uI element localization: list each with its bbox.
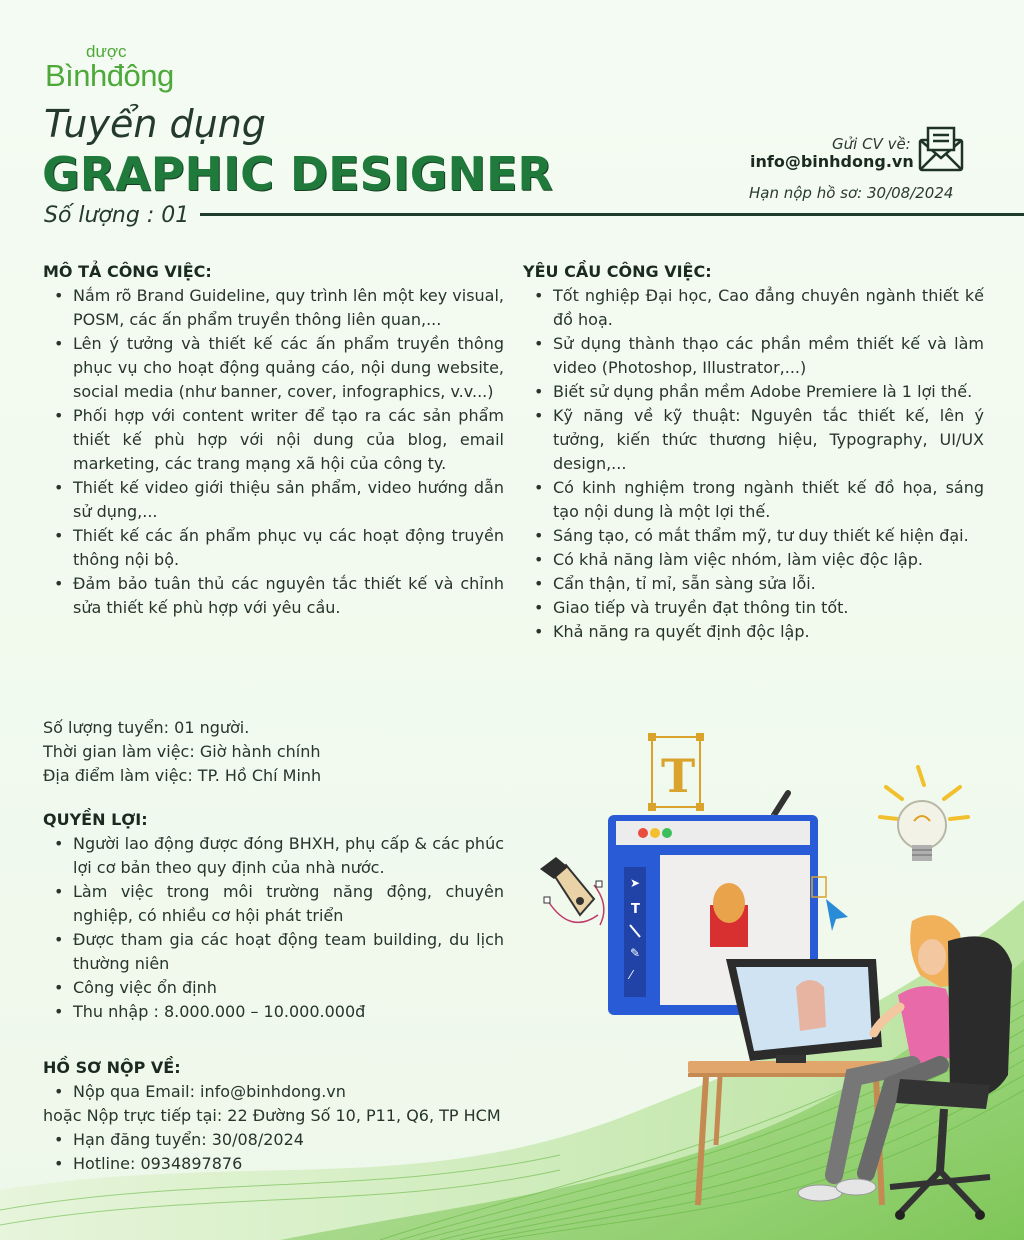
svg-text:T: T [631,902,640,917]
benefits-list [43,832,504,1024]
list-item: • Được tham gia các hoạt động team building, du lịch thường niên [43,928,504,976]
list-item: • Hotline: 0934897876 [43,1152,533,1176]
application-section [43,1056,533,1176]
job-title: GRAPHIC DESIGNER [42,147,553,201]
svg-text:➤: ➤ [630,876,641,890]
send-cv-label: Gửi CV về: [832,135,911,153]
brand-small-text: dược [86,42,127,61]
list-item: • Sử dụng thành thạo các phần mềm thiết kế và làm video (Photoshop, Illustrator,...) [523,332,984,380]
svg-text:✎: ✎ [630,946,641,960]
list-item: • Sáng tạo, có mắt thẩm mỹ, tư duy thiết kế hiện đại. [523,524,984,548]
svg-text:T: T [661,749,696,803]
requirements-section [523,260,984,644]
contact-email[interactable]: info@binhdong.vn [750,152,914,171]
list-item: • Có kinh nghiệm trong ngành thiết kế đồ họa, sáng tạo nội dung là một lợi thế. [523,476,984,524]
designer-at-desk-illustration [520,725,1024,1230]
job-description-section [43,260,504,620]
application-deadline: Hạn nộp hồ sơ: 30/08/2024 [749,184,954,202]
job-description-heading: MÔ TẢ CÔNG VIỆC: [43,262,212,281]
list-item: • Người lao động được đóng BHXH, phụ cấp & các phúc lợi cơ bản theo quy định của nhà nước. [43,832,504,880]
list-item: • Thiết kế video giới thiệu sản phẩm, video hướng dẫn sử dụng,... [43,476,504,524]
job-description-list [43,284,504,620]
benefits-section [43,808,504,1024]
list-item: • Thu nhập : 8.000.000 – 10.000.000đ [43,1000,504,1024]
drawing-tablet [726,959,882,1063]
list-item: • Thiết kế các ấn phẩm phục vụ các hoạt động truyền thông nội bộ. [43,524,504,572]
lightbulb-icon [880,767,968,861]
working-hours-text: Thời gian làm việc: Giờ hành chính [43,742,321,761]
envelope-icon [918,126,964,172]
work-location-text: Địa điểm làm việc: TP. Hồ Chí Minh [43,766,322,785]
benefits-heading: QUYỀN LỢI: [43,810,148,829]
application-list [43,1080,533,1104]
list-item: • Nộp qua Email: info@binhdong.vn [43,1080,533,1104]
list-item: • Kỹ năng về kỹ thuật: Nguyên tắc thiết kế, lên ý tưởng, kiến thức thương hiệu, Typography, UI/UX design,... [523,404,984,476]
recruitment-subtitle: Tuyển dụng [44,102,266,146]
direct-submission-text: hoặc Nộp trực tiếp tại: 22 Đường Số 10, P11, Q6, TP HCM [43,1106,501,1125]
list-item: • Công việc ổn định [43,976,504,1000]
quantity-label: Số lượng : 01 [44,203,190,228]
requirements-list [523,284,984,644]
list-item: • Lên ý tưởng và thiết kế các ấn phẩm truyền thông phục vụ cho hoạt động quảng cáo, nội dung website, social media (như banner, cover, infographics, v.v...) [43,332,504,404]
list-item: • Phối hợp với content writer để tạo ra các sản phẩm thiết kế phù hợp với nội dung của blog, email marketing, các trang mạng xã hội của công ty. [43,404,504,476]
list-item: • Nắm rõ Brand Guideline, quy trình lên một key visual, POSM, các ấn phẩm truyền thông liên quan,... [43,284,504,332]
title-divider [200,213,1024,216]
pen-tool-icon [540,857,604,925]
application-heading: HỒ SƠ NỘP VỀ: [43,1058,181,1077]
headcount-text: Số lượng tuyển: 01 người. [43,718,250,737]
job-info [43,716,504,788]
brand-logo: Bìnhđông [45,58,174,93]
application-list-2 [43,1128,533,1176]
list-item: • Biết sử dụng phần mềm Adobe Premiere là 1 lợi thế. [523,380,984,404]
svg-text:⁄: ⁄ [630,968,633,982]
list-item: • Khả năng ra quyết định độc lập. [523,620,984,644]
list-item: • Hạn đăng tuyển: 30/08/2024 [43,1128,533,1152]
list-item: • Đảm bảo tuân thủ các nguyên tắc thiết kế và chỉnh sửa thiết kế phù hợp với yêu cầu. [43,572,504,620]
type-tool-icon [648,733,704,811]
list-item: • Làm việc trong môi trường năng động, chuyên nghiệp, có nhiều cơ hội phát triển [43,880,504,928]
list-item: • Có khả năng làm việc nhóm, làm việc độc lập. [523,548,984,572]
list-item: • Cẩn thận, tỉ mỉ, sẵn sàng sửa lỗi. [523,572,984,596]
list-item: • Giao tiếp và truyền đạt thông tin tốt. [523,596,984,620]
list-item: • Tốt nghiệp Đại học, Cao đẳng chuyên ngành thiết kế đồ hoạ. [523,284,984,332]
requirements-heading: YÊU CẦU CÔNG VIỆC: [523,262,712,281]
